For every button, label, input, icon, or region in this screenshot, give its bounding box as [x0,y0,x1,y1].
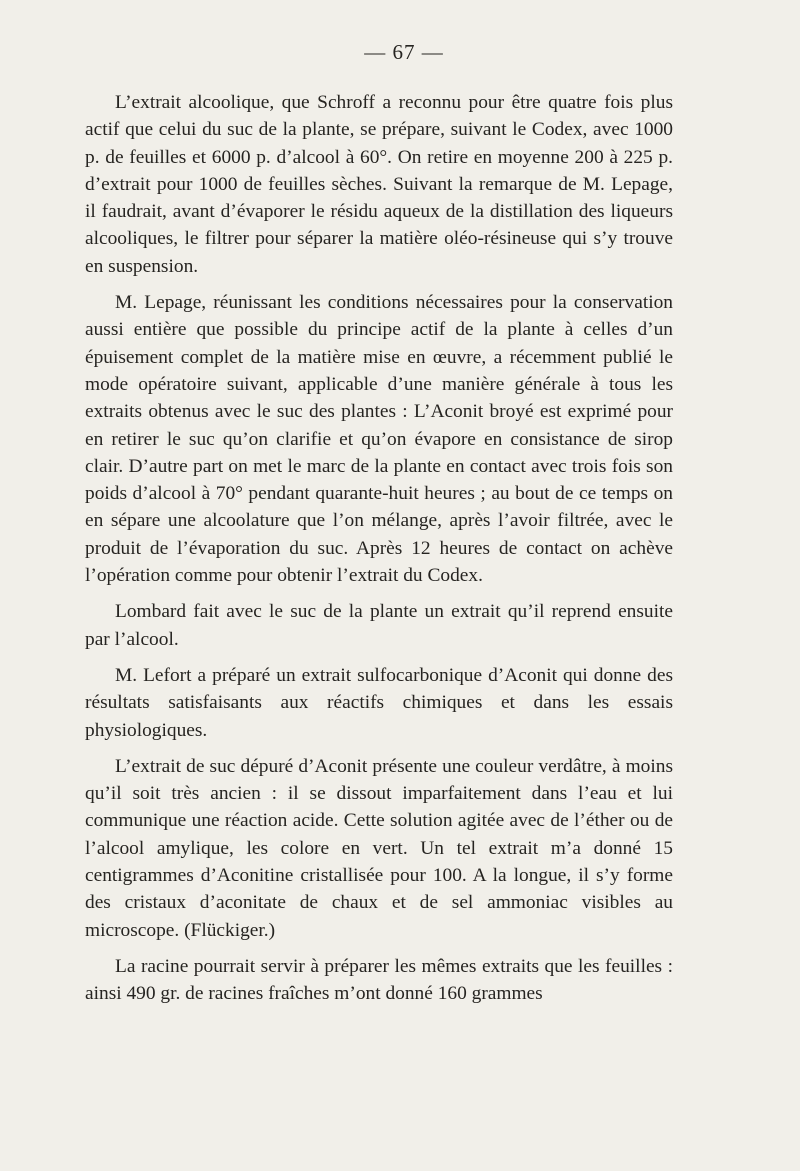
page-number: — 67 — [364,40,444,64]
paragraph-extrait-alcoolique: L’extrait alcoolique, que Schroff a reconnu pour être quatre fois plus actif que celui du suc de la plante, se prépare, suivant le Codex, avec 1000 p. de feuilles et 6000 p. d’alcool à 60°. On retire en moyenne 200 à 225 p. d’extrait pour 1000 de feuilles sèches. Suivant la remarque de M. Lepage, il faudrait, avant d’évaporer le résidu aqueux de la distillation des liqueurs alcooliques, le filtrer pour séparer la matière oléo-résineuse qui s’y trouve en suspension. [85,92,673,277]
paragraph-extrait-de-suc: L’extrait de suc dépuré d’Aconit présente une couleur verdâtre, à moins qu’il soit très ancien : il se dissout imparfaitement dans l’eau et lui communique une réaction acide. Cette solution agitée avec de l’éther ou de l’alcool amylique, les colore en vert. Un tel extrait m’a donné 15 centigrammes d’Aconitine cristallisée pour 100. A la longue, il s’y forme des cristaux d’aconitate de chaux et de sel ammoniac visibles au microscope. (Flückiger.) [85,755,673,941]
paragraph-lombard: Lombard fait avec le suc de la plante un extrait qu’il reprend ensuite par l’alcool. [85,601,673,650]
paragraph-lefort: M. Lefort a préparé un extrait sulfocarbonique d’Aconit qui donne des résultats satisfaisants aux réactifs chimiques et dans les essais physiologiques. [85,664,673,741]
paragraph-lepage-method: M. Lepage, réunissant les conditions nécessaires pour la conservation aussi entière que possible du principe actif de la plante à celles d’un épuisement complet de la matière mise en œuvre, a récemment publié le mode opératoire suivant, applicable d’une manière générale à tous les extraits obtenus avec le suc des plantes : L’Aconit broyé est exprimé pour en retirer le suc qu’on clarifie et qu’on évapore en consistance de sirop clair. D’autre part on met le marc de la plante en contact avec trois fois son poids d’alcool à 70° pendant quarante-huit heures ; au bout de ce temps on en sépare une alcoolature que l’on mélange, après l’avoir filtrée, avec le produit de l’évaporation du suc. Après 12 heures de contact on achève l’opération comme pour obtenir l’extrait du Codex. [85,292,673,587]
paragraph-racine: La racine pourrait servir à préparer les mêmes extraits que les feuilles : ainsi 490 gr. de racines fraîches m’ont donné 160 grammes [85,955,673,1005]
